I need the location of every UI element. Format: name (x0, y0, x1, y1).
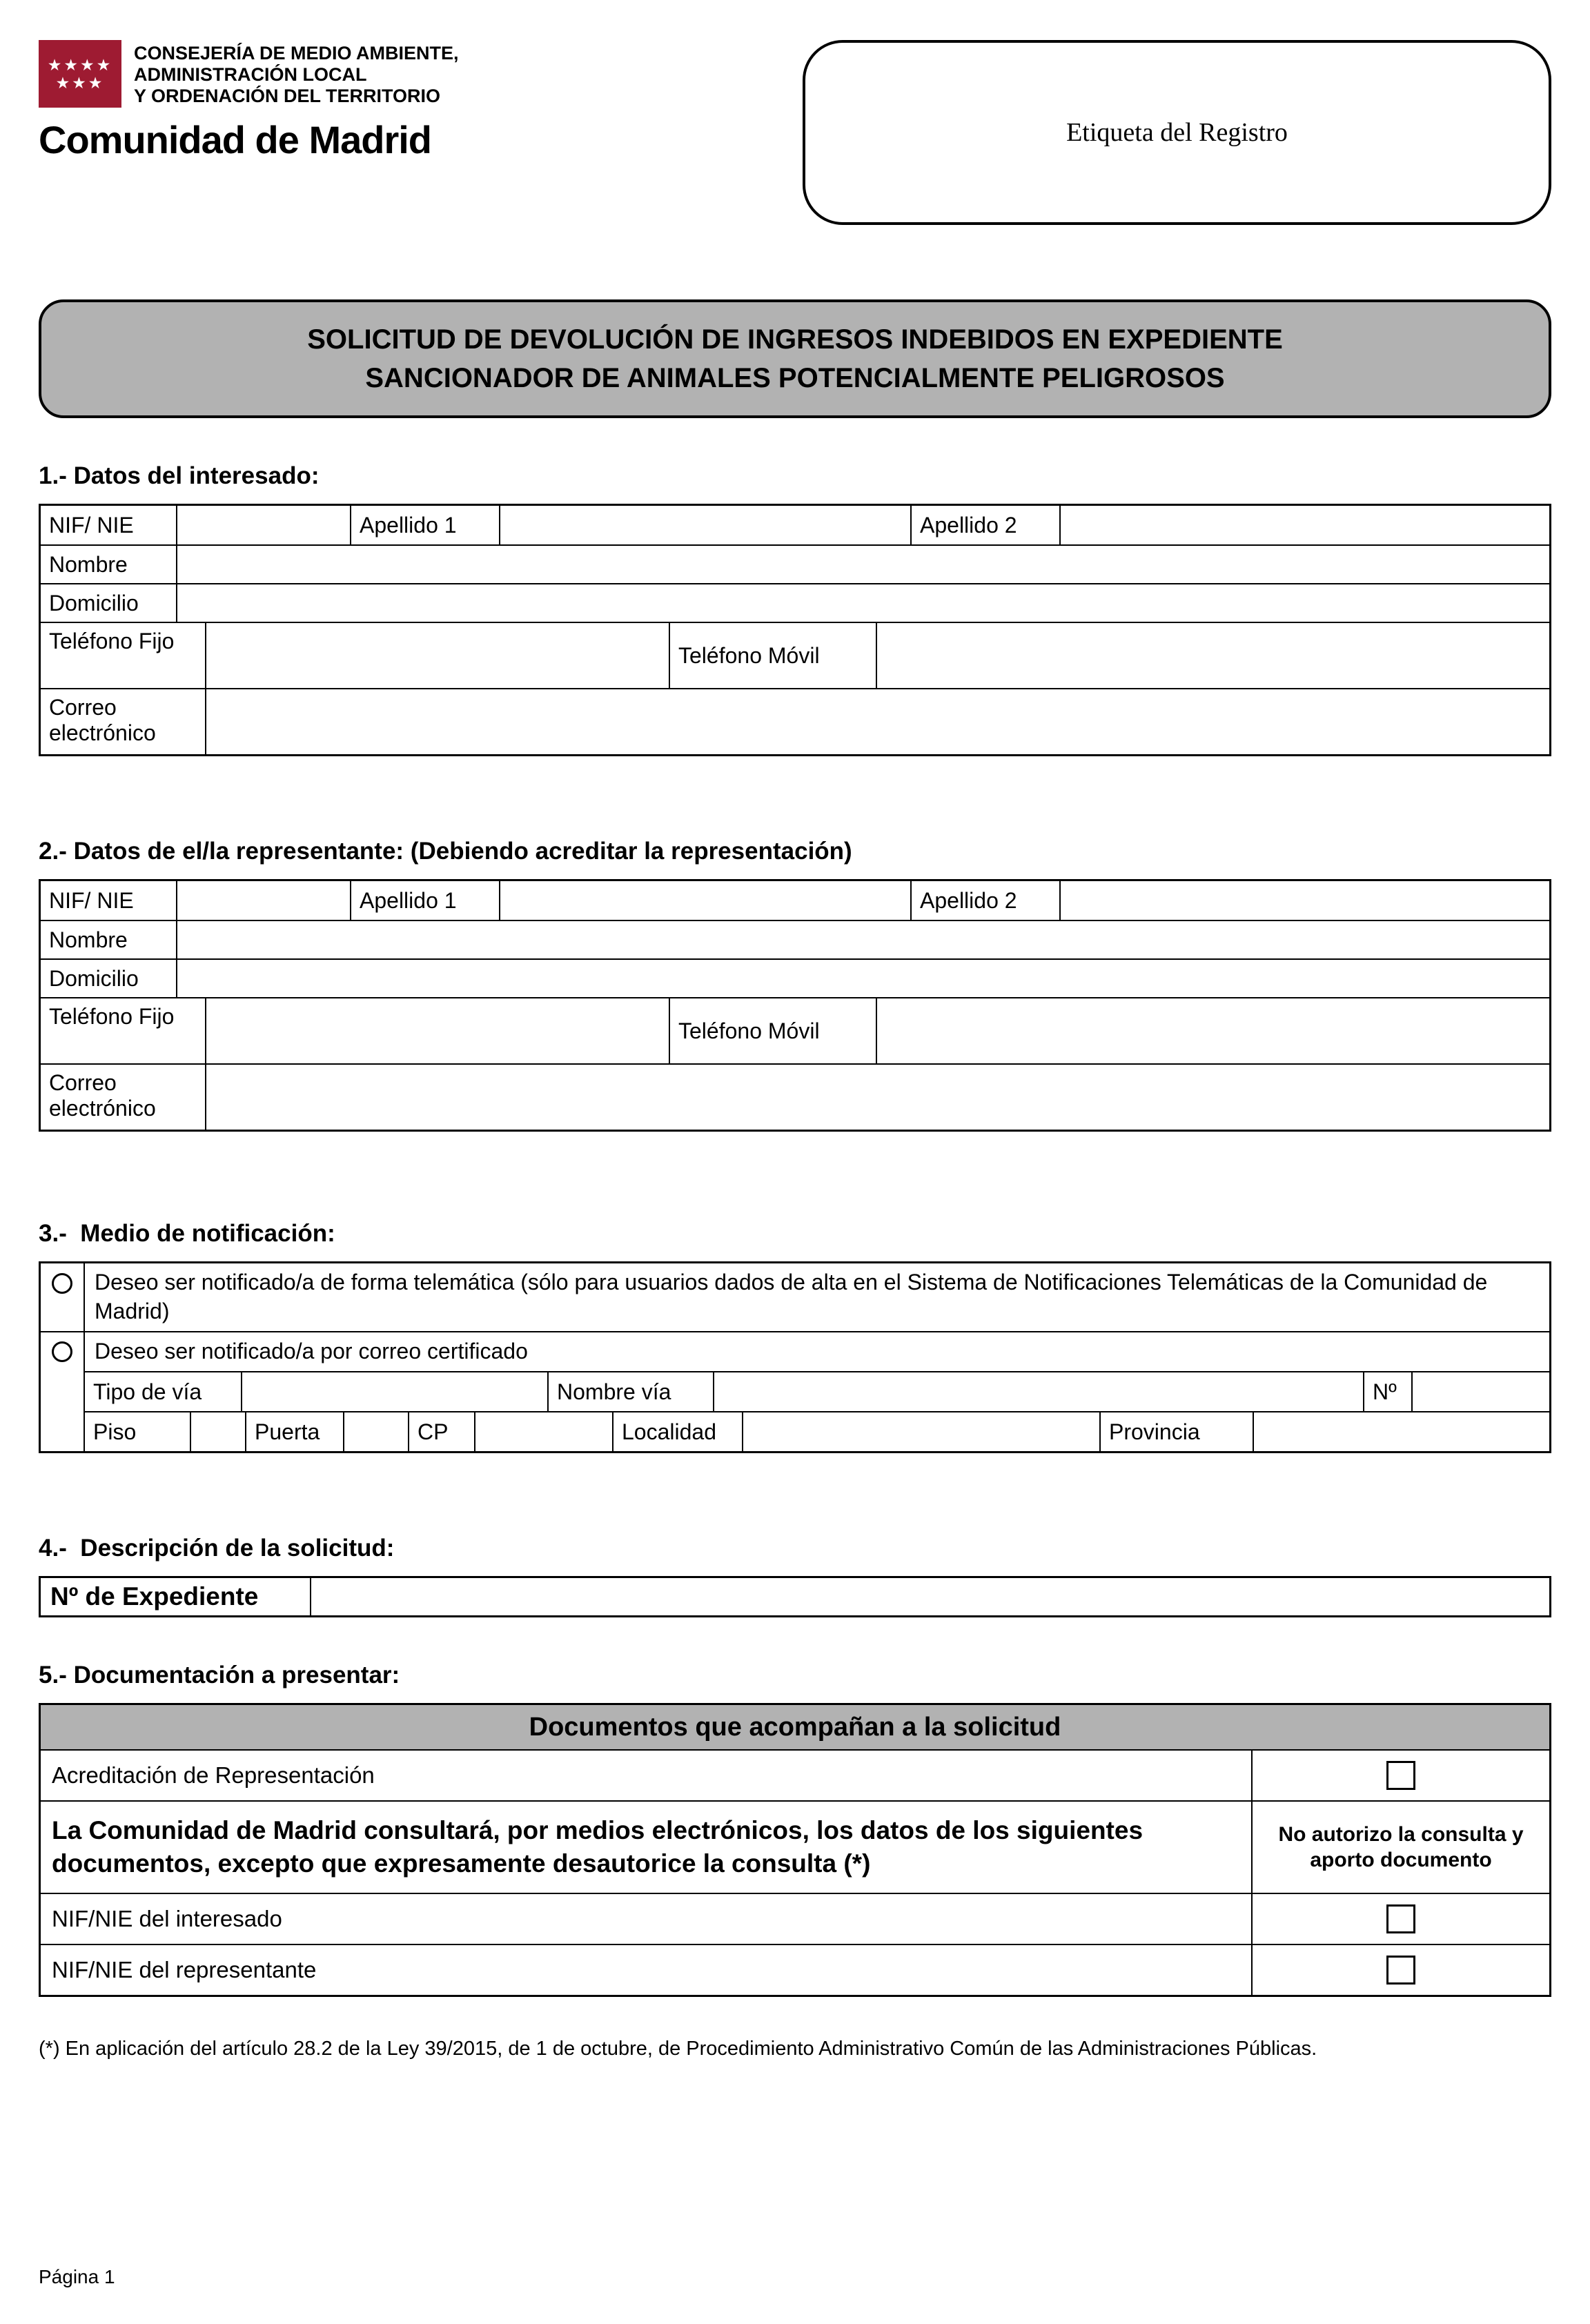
section2-heading: 2.- Datos de el/la representante: (Debiendo acreditar la representación) (39, 838, 852, 865)
option-telematic-label: Deseo ser notificado/a de forma telemática (sólo para usuarios dados de alta en el Sistema de Notificaciones Telemáticas de la Comunidad de Madrid) (84, 1263, 1549, 1331)
input-localidad[interactable] (742, 1411, 1099, 1451)
rep-label-apellido2: Apellido 2 (910, 881, 1059, 920)
rep-input-nombre[interactable] (176, 920, 1549, 958)
org-line-2: ADMINISTRACIÓN LOCAL (134, 64, 367, 86)
input-cp[interactable] (474, 1411, 612, 1451)
label-provincia: Provincia (1099, 1411, 1253, 1451)
no-autorizo-cell (1251, 1800, 1549, 1893)
page-header (39, 40, 1551, 225)
checkbox-nif-interesado[interactable] (1386, 1904, 1415, 1933)
expediente-row (39, 1576, 1551, 1617)
label-apellido1: Apellido 1 (350, 506, 499, 544)
label-piso: Piso (84, 1411, 190, 1451)
label-nombre: Nombre (41, 544, 176, 583)
registry-label: Etiqueta del Registro (1066, 118, 1288, 147)
input-apellido2[interactable] (1059, 506, 1549, 544)
input-telefono-fijo[interactable] (205, 622, 669, 688)
radio-col-spacer (41, 1411, 84, 1451)
input-nif-nie[interactable] (176, 506, 350, 544)
label-apellido2: Apellido 2 (910, 506, 1059, 544)
rep-input-apellido2[interactable] (1059, 881, 1549, 920)
consult-notice: La Comunidad de Madrid consultará, por medios electrónicos, los datos de los siguientes documentos, excepto que expresamente desautorice la consulta (*) (41, 1800, 1251, 1893)
label-telefono-fijo: Teléfono Fijo (41, 622, 205, 688)
input-piso[interactable] (190, 1411, 245, 1451)
input-apellido1[interactable] (499, 506, 910, 544)
interested-party-table (39, 504, 1551, 756)
legal-footnote: (*) En aplicación del artículo 28.2 de la Ley 39/2015, de 1 de octubre, de Procedimiento Administrativo Común de las Administraciones Públicas. (39, 2038, 1317, 2060)
no-autorizo-label: No autorizo la consulta y aporto documento (1278, 1822, 1524, 1871)
form-title-line2: SANCIONADOR DE ANIMALES POTENCIALMENTE PELIGROSOS (365, 363, 1225, 393)
check-cell-nif-representante (1251, 1944, 1549, 1995)
label-localidad: Localidad (612, 1411, 742, 1451)
radio-col-spacer (41, 1371, 84, 1411)
notification-table (39, 1261, 1551, 1453)
rep-input-apellido1[interactable] (499, 881, 910, 920)
label-tipo-via: Tipo de vía (84, 1371, 241, 1411)
section3-heading: 3.- Medio de notificación: (39, 1220, 335, 1247)
org-name (134, 40, 459, 107)
brand-wordmark: Comunidad de Madrid (39, 118, 431, 161)
radio-cell-correo (41, 1331, 84, 1371)
section5-heading: 5.- Documentación a presentar: (39, 1662, 400, 1688)
checkbox-acreditacion[interactable] (1386, 1761, 1415, 1790)
rep-input-nif-nie[interactable] (176, 881, 350, 920)
form-title-line1: SOLICITUD DE DEVOLUCIÓN DE INGRESOS INDEBIDOS EN EXPEDIENTE (307, 324, 1283, 355)
rep-label-telefono-fijo: Teléfono Fijo (41, 997, 205, 1063)
section4-heading: 4.- Descripción de la solicitud: (39, 1535, 395, 1562)
label-nif-nie: NIF/ NIE (49, 512, 134, 538)
doc-row-nif-interesado: NIF/NIE del interesado (41, 1893, 1251, 1944)
label-nombre-via: Nombre vía (547, 1371, 713, 1411)
label-domicilio: Domicilio (41, 583, 176, 622)
doc-row-nif-representante: NIF/NIE del representante (41, 1944, 1251, 1995)
radio-certified-mail[interactable] (52, 1341, 72, 1362)
input-tipo-via[interactable] (241, 1371, 547, 1411)
input-expediente[interactable] (311, 1578, 1549, 1615)
org-line-1: CONSEJERÍA DE MEDIO AMBIENTE, (134, 43, 459, 63)
label-expediente: Nº de Expediente (41, 1578, 311, 1615)
checkbox-nif-representante[interactable] (1386, 1956, 1415, 1985)
rep-input-telefono-fijo[interactable] (205, 997, 669, 1063)
org-line-3: Y ORDENACIÓN DEL TERRITORIO (134, 86, 441, 107)
rep-label-nif-nie: NIF/ NIE (49, 887, 134, 913)
radio-cell-telematica (41, 1263, 84, 1331)
input-correo[interactable] (205, 688, 1549, 754)
representative-table (39, 879, 1551, 1132)
input-domicilio[interactable] (176, 583, 1549, 622)
label-numero: Nº (1363, 1371, 1411, 1411)
madrid-flag-icon (39, 40, 121, 108)
option-certified-label: Deseo ser notificado/a por correo certificado (84, 1331, 1549, 1371)
label-telefono-movil: Teléfono Móvil (669, 622, 876, 688)
rep-label-nombre: Nombre (41, 920, 176, 958)
documents-table (39, 1703, 1551, 1997)
input-puerta[interactable] (343, 1411, 408, 1451)
rep-label-correo: Correo electrónico (41, 1063, 205, 1130)
form-title-bar (39, 299, 1551, 418)
rep-label-domicilio: Domicilio (41, 958, 176, 997)
input-telefono-movil[interactable] (876, 622, 1549, 688)
label-correo: Correo electrónico (41, 688, 205, 754)
rep-input-correo[interactable] (205, 1063, 1549, 1130)
rep-input-domicilio[interactable] (176, 958, 1549, 997)
madrid-logo (39, 40, 459, 162)
label-cp: CP (408, 1411, 474, 1451)
doc-row-acreditacion: Acreditación de Representación (41, 1749, 1251, 1800)
page-number: Página 1 (39, 2266, 115, 2287)
rep-label-telefono-movil: Teléfono Móvil (669, 997, 876, 1063)
rep-label-apellido1: Apellido 1 (350, 881, 499, 920)
input-provincia[interactable] (1253, 1411, 1549, 1451)
input-nombre[interactable] (176, 544, 1549, 583)
documents-table-header: Documentos que acompañan a la solicitud (41, 1705, 1549, 1749)
input-numero[interactable] (1411, 1371, 1549, 1411)
section1-heading: 1.- Datos del interesado: (39, 462, 320, 489)
check-cell-acreditacion (1251, 1749, 1549, 1800)
flag-stars-row1: ★★★★ (47, 55, 113, 74)
rep-input-telefono-movil[interactable] (876, 997, 1549, 1063)
label-puerta: Puerta (245, 1411, 343, 1451)
check-cell-nif-interesado (1251, 1893, 1549, 1944)
registry-label-box (803, 40, 1551, 225)
radio-telematic-notification[interactable] (52, 1273, 72, 1294)
input-nombre-via[interactable] (713, 1371, 1363, 1411)
flag-stars-row2: ★★★ (55, 74, 105, 92)
